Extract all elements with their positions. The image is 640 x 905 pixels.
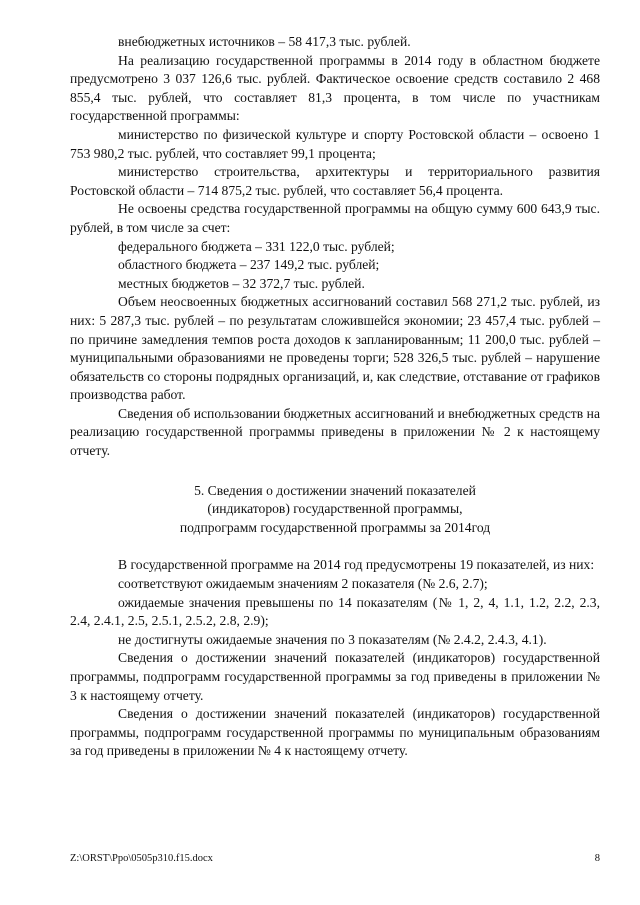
list-item-indicators-exceeded: ожидаемые значения превышены по 14 показателям (№ 1, 2, 4, 1.1, 1.2, 2.2, 2.3, 2.4, 2.4.1, 2.5, 2.5.1, 2.5.2, 2.8, 2.9);: [70, 594, 600, 629]
paragraph-budget-funding: На реализацию государственной программы в 2014 году в областном бюджете предусмотрено 3 037 126,6 тыс. рублей. Фактическое освоение средств составило 2 468 855,4 тыс. рублей, что составляет 81,3 процента, в том числе по участникам государственной программы:: [70, 52, 600, 124]
list-item-indicators-matched: соответствуют ожидаемым значениям 2 показателя (№ 2.6, 2.7);: [118, 576, 488, 592]
paragraph-appendix-2-reference: Сведения об использовании бюджетных ассигнований и внебюджетных средств на реализацию государственной программы приведены в приложении № 2 к настоящему отчету.: [70, 405, 600, 459]
page-footer: [70, 853, 600, 865]
document-body: [70, 33, 600, 761]
list-item-local-budgets: местных бюджетов – 32 372,7 тыс. рублей.: [118, 275, 365, 291]
paragraph-ministry-construction: министерство строительства, архитектуры и территориального развития Ростовской области – 714 875,2 тыс. рублей, что составляет 56,4 процента.: [70, 164, 600, 198]
paragraph-ministry-sport: министерство по физической культуре и спорту Ростовской области – освоено 1 753 980,2 тыс. рублей, что составляет 99,1 процента;: [70, 126, 600, 161]
paragraph-appendix-4-reference: Сведения о достижении значений показателей (индикаторов) государственной программы, подпрограмм государственной программы по муниципальным образованиям за год приведены в приложении № 4 к настоящему отчету.: [70, 706, 600, 759]
spacer: [70, 461, 600, 482]
section-heading-line-2: (индикаторов) государственной программы,: [207, 501, 463, 517]
paragraph-unspent-allocations: Объем неосвоенных бюджетных ассигнований составил 568 271,2 тыс. рублей, из них: 5 287,3 тыс. рублей – по результатам сложившейся экономии; 23 457,4 тыс. рублей – по причине замедления темпов роста доходов к запланированным; 11 200,0 тыс. рублей – муниципальными образованиями не проведены торги; 528 326,5 тыс. рублей – нарушение обязательств со стороны подрядных организаций, и, как следствие, отставание от графиков производства работ.: [70, 294, 600, 403]
paragraph-appendix-3-reference: Сведения о достижении значений показателей (индикаторов) государственной программы, подпрограмм государственной программы за год приведены в приложении № 3 к настоящему отчету.: [70, 650, 600, 703]
section-heading-line-1: 5. Сведения о достижении значений показателей: [194, 482, 476, 498]
paragraph-unspent-funds: Не освоены средства государственной программы на общую сумму 600 643,9 тыс. рублей, в том числе за счет:: [70, 201, 600, 235]
list-item-regional-budget: областного бюджета – 237 149,2 тыс. рублей;: [118, 257, 380, 273]
paragraph-indicators-total: В государственной программе на 2014 год предусмотрены 19 показателей, из них:: [118, 557, 595, 573]
paragraph-offbudget-sources: внебюджетных источников – 58 417,3 тыс. рублей.: [118, 34, 411, 49]
spacer: [70, 537, 600, 556]
section-heading-line-3: подпрограмм государственной программы за 2014год: [179, 519, 491, 535]
list-item-federal-budget: федерального бюджета – 331 122,0 тыс. рублей;: [118, 238, 395, 254]
list-item-indicators-not-reached: не достигнуты ожидаемые значения по 3 показателям (№ 2.4.2, 2.4.3, 4.1).: [118, 631, 547, 647]
footer-file-path: Z:\ORST\Ppo\0505p310.f15.docx: [70, 853, 213, 864]
page-number: 8: [594, 853, 600, 864]
